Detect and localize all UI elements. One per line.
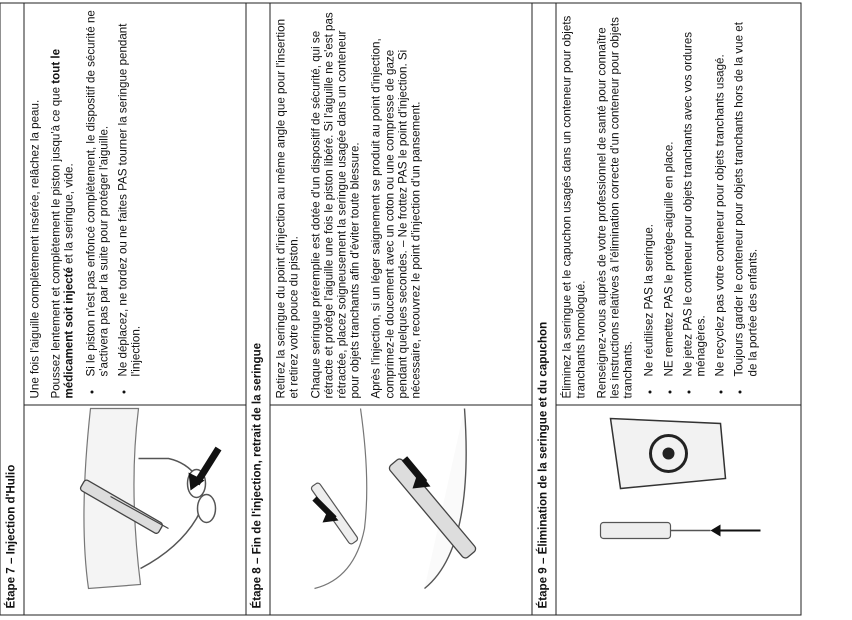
withdrawal-illustration bbox=[275, 399, 525, 609]
list-item: • NE remettez PAS le protège-aiguille en place. bbox=[662, 10, 675, 381]
list-item: • Ne réutilisez PAS la seringue. bbox=[643, 10, 656, 381]
list-item: • Toujours garder le conteneur pour objets tranchants hors de la vue et de la portée des enfants. bbox=[733, 10, 759, 381]
step9-header-row bbox=[532, 3, 556, 615]
step9-illustration-cell bbox=[556, 405, 800, 615]
step9-text bbox=[556, 3, 800, 405]
step7-p2: Poussez lentement et complètement le piston jusqu'à ce que tout le médicament soit injecté et la seringue, vide. bbox=[49, 48, 76, 399]
step7-text bbox=[24, 3, 246, 405]
sharps-disposal-illustration bbox=[561, 399, 793, 609]
instruction-table bbox=[0, 3, 801, 616]
step8-p1: Retirez la seringue du point d'injection au même angle que pour l'insertion et retirez votre pouce du piston. bbox=[274, 18, 301, 399]
list-item: • Si le piston n'est pas enfoncé complètement, le dispositif de sécurité ne s'activera pas par la suite pour protéger l'aiguille. bbox=[84, 10, 110, 381]
list-item: • Ne jetez PAS le conteneur pour objets tranchants avec vos ordures ménagères. bbox=[681, 10, 707, 381]
step8-row bbox=[270, 3, 532, 615]
step9-p2: Renseignez-vous auprès de votre professionnel de santé pour connaître les instructions relatives à l'élimination correcte d'un conteneur pour objets tranchants. bbox=[595, 17, 635, 399]
step7-illustration-cell bbox=[24, 405, 246, 615]
list-item: • Ne déplacez, ne tordez ou ne faites PAS tourner la seringue pendant l'injection. bbox=[117, 10, 143, 381]
step9-row bbox=[556, 3, 800, 615]
step7-header-row bbox=[0, 3, 24, 615]
step9-p1: Éliminez la seringue et le capuchon usagés dans un conteneur pour objets tranchants homologué. bbox=[560, 15, 588, 399]
rotated-page bbox=[0, 1, 852, 620]
step8-illustration-cell bbox=[270, 405, 532, 615]
list-item: • Ne recyclez pas votre conteneur pour objets tranchants usagé. bbox=[714, 10, 727, 381]
step7-p1: Une fois l'aiguille complètement insérée, relâchez la peau. bbox=[28, 99, 42, 399]
step8-p3: Après l'injection, si un léger saignement se produit au point d'injection, comprimez-le doucement avec un coton ou une compresse de gaze pendant quelques secondes. – Ne frottez PAS le point d'injection. Si nécessaire, recouvrez le point d'injection d'un pansement. bbox=[369, 38, 423, 399]
step8-p2: Chaque seringue préremplie est dotée d'un dispositif de sécurité, qui se rétracte et protège l'aiguille une fois le piston libéré. Si l'aiguille ne s'est pas rétractée, placez soigneusement la seringue usagée dans un conteneur pour objets tranchants afin d'éviter toute blessure. bbox=[309, 12, 362, 399]
step7-bullets bbox=[84, 10, 143, 399]
step8-header-row bbox=[246, 3, 270, 615]
step9-title: Étape 9 – Élimination de la seringue et du capuchon bbox=[532, 3, 556, 615]
step8-title: Étape 8 – Fin de l'injection, retrait de la seringue bbox=[246, 3, 270, 615]
step7-title: Étape 7 – Injection d'Hulio bbox=[0, 3, 24, 615]
step7-bold-text: tout le médicament soit injecté bbox=[49, 48, 76, 399]
injection-illustration bbox=[29, 399, 239, 609]
step9-bullets bbox=[643, 10, 759, 399]
step7-row bbox=[24, 3, 246, 615]
step8-text bbox=[270, 3, 532, 405]
